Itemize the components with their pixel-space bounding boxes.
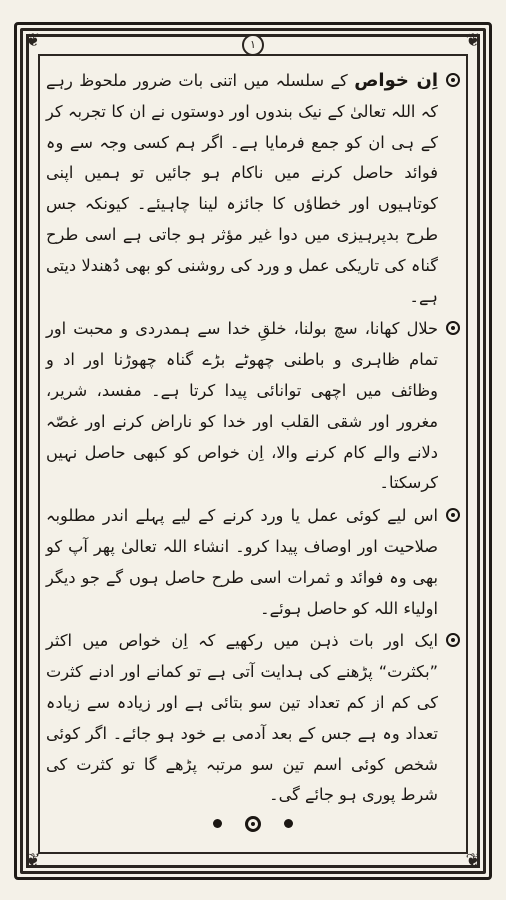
bullet-icon (446, 321, 460, 335)
paragraph-1 (46, 66, 460, 312)
paragraph-4 (46, 626, 460, 811)
paragraph-2 (46, 314, 460, 499)
keyword: اِن خواص (354, 70, 438, 91)
corner-ornament-icon: ❦ (25, 850, 41, 871)
paragraph-text: ایک اور بات ذہن میں رکھیے کہ اِن خواص میں اکثر ”بکثرت“ پڑھنے کی ہدایت آتی ہے تو کمانے اور ادنے کثرت کی کم از کم تعداد تین سو بتائی ہے اور زیادہ سے زیادہ تعداد وہ ہے جس کے بعد آدمی بے خود ہو جائے۔ اگر کوئی شخص کوئی اسم تین سو مرتبہ پڑھے گا تو کثرت کی شرط پوری ہو جائے گی۔ (46, 631, 438, 805)
bullet-icon (446, 73, 460, 87)
corner-ornament-icon: ❦ (25, 30, 41, 51)
bullet-icon (446, 633, 460, 647)
ring-dot-icon (245, 816, 261, 832)
corner-ornament-icon: ❦ (465, 850, 481, 871)
bullet-icon (446, 508, 460, 522)
dot-icon (213, 819, 222, 828)
paragraph-text: اس لیے کوئی عمل یا ورد کرنے کے لیے پہلے اندر مطلوبہ صلاحیت اور اوصاف پیدا کرو۔ انشاء اللہ تعالیٰ پھر آپ کو بھی وہ فوائد و ثمرات اسی طرح حاصل ہوں گے جو دیگر اولیاء اللہ کو حاصل ہوئے۔ (46, 506, 438, 618)
paragraph-text: کے سلسلہ میں اتنی بات ضرور ملحوظ رہے کہ اللہ تعالیٰ کے نیک بندوں اور دوستوں نے ان کا تجربہ کر کے ہی ان کو جمع فرمایا ہے۔ اگر ہم کسی وجہ سے وہ فوائد حاصل کرنے میں ناکام ہو جائیں تو ہمیں اپنی کوتاہیوں اور خطاؤں کا جائزہ لینا چاہیئے۔ کیونکہ جس طرح بدپرہیزی میں دوا غیر مؤثر ہو جاتی ہے اسی طرح گناہ کی تاریکی عمل و ورد کی روشنی کو بھی دُھندلا دیتی ہے۔ (46, 71, 438, 306)
page-text (46, 66, 460, 805)
paragraph-text: حلال کھانا، سچ بولنا، خلقِ خدا سے ہمدردی و محبت اور تمام ظاہری و باطنی چھوٹے بڑے گناہ چھوڑنا اور اد و وظائف میں اچھی توانائی پیدا کرتا ہے۔ مفسد، شریر، مغرور اور شقی القلب اور خدا کو ناراض کرنے اور غصّہ دلانے والے کام کرنے والا، اِن خواص کو کبھی حاصل نہیں کرسکتا۔ (46, 319, 438, 493)
end-ornament (0, 813, 506, 832)
page-number: ۱ (242, 34, 264, 56)
dot-icon (284, 819, 293, 828)
paragraph-3 (46, 501, 460, 624)
corner-ornament-icon: ❦ (465, 30, 481, 51)
